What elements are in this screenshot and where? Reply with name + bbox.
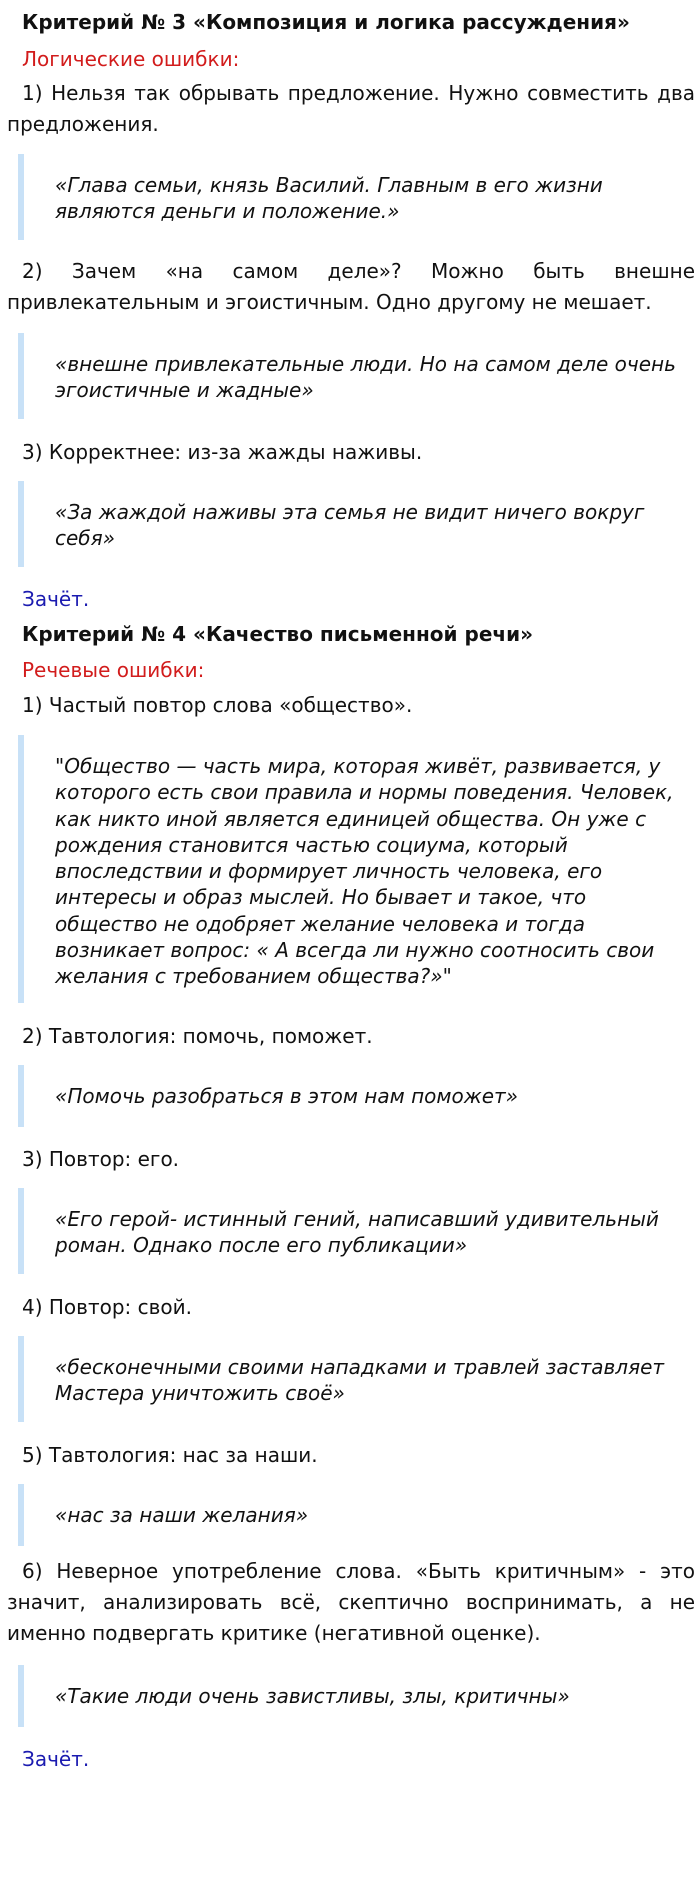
criterion-3-item-3: 3) Корректнее: из-за жажды наживы.	[22, 440, 423, 464]
criterion-4-quote-2	[18, 1065, 678, 1127]
criterion-4-result: Зачёт.	[22, 1747, 90, 1771]
criterion-3-quote-3	[18, 481, 678, 567]
criterion-3-title: Критерий № 3 «Композиция и логика рассуждения»	[22, 10, 630, 34]
quote-text: «бесконечными своими нападками и травлей заставляет Мастера уничтожить своё»	[55, 1355, 665, 1406]
criterion-4-item-2: 2) Тавтология: помочь, поможет.	[22, 1024, 373, 1048]
criterion-4-quote-5	[18, 1484, 678, 1546]
criterion-4-quote-1	[18, 735, 678, 1003]
quote-text: «Такие люди очень завистливы, злы, критичны»	[55, 1684, 570, 1708]
quote-text: «внешне привлекательные люди. Но на самом деле очень эгоистичные и жадные»	[55, 352, 676, 403]
criterion-3-result: Зачёт.	[22, 587, 90, 611]
criterion-3-item-1: 1) Нельзя так обрывать предложение. Нужно совместить два предложения.	[7, 81, 695, 136]
criterion-4-quote-3	[18, 1188, 678, 1274]
criterion-4-item-1: 1) Частый повтор слова «общество».	[22, 693, 413, 717]
quote-text: «Глава семьи, князь Василий. Главным в его жизни являются деньги и положение.»	[55, 173, 603, 224]
criterion-3-quote-1	[18, 154, 678, 240]
criterion-4-item-3: 3) Повтор: его.	[22, 1147, 180, 1171]
criterion-4-quote-6	[18, 1665, 678, 1727]
speech-errors-label: Речевые ошибки:	[22, 658, 205, 682]
quote-text: «Его герой- истинный гений, написавший удивительный роман. Однако после его публикации»	[55, 1207, 659, 1258]
criterion-4-quote-4	[18, 1336, 678, 1422]
criterion-4-item-6: 6) Неверное употребление слова. «Быть критичным» - это значит, анализировать всё, скептично воспринимать, а не именно подвергать критике (негативной оценке).	[7, 1559, 695, 1645]
criterion-4-item-4: 4) Повтор: свой.	[22, 1295, 192, 1319]
quote-text: «нас за наши желания»	[55, 1503, 309, 1527]
logic-errors-label: Логические ошибки:	[22, 47, 240, 71]
quote-text: «Помочь разобраться в этом нам поможет»	[55, 1084, 519, 1108]
criterion-4-title: Критерий № 4 «Качество письменной речи»	[22, 622, 534, 646]
criterion-4-item-5: 5) Тавтология: нас за наши.	[22, 1443, 318, 1467]
criterion-3-quote-2	[18, 333, 678, 419]
quote-text: «За жаждой наживы эта семья не видит ничего вокруг себя»	[55, 500, 645, 551]
criterion-3-item-2: 2) Зачем «на самом деле»? Можно быть внешне привлекательным и эгоистичным. Одно другому не мешает.	[7, 259, 695, 314]
quote-text: "Общество — часть мира, которая живёт, развивается, у которого есть свои правила и нормы поведения. Человек, как никто иной является единицей общества. Он уже с рождения становится частью социума, который впоследствии и формирует личность человека, его интересы и образ мыслей. Но бывает и такое, что общество не одобряет желание человека и тогда возникает вопрос: « А всегда ли нужно соотносить свои желания с требованием общества?»"	[55, 754, 674, 989]
